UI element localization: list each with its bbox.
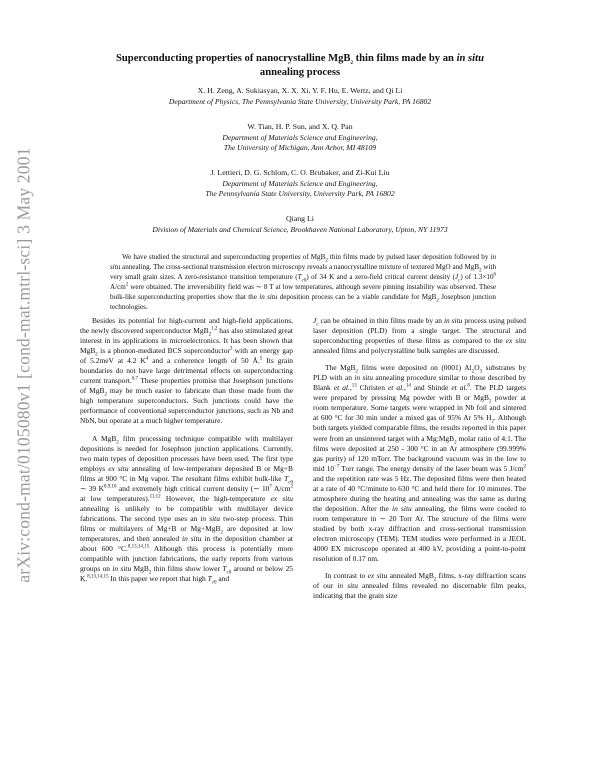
title-line2: annealing process	[259, 67, 341, 78]
paper-title	[60, 52, 540, 80]
body-paragraph: The MgB$_2$ films were deposited on (0001) $Al_2O_3$ substrates by PLD with an in situ annealing procedure similar to those described by Blank et al.,$^{13}$ Christen et al.,$^{14}$ and Shinde et al.$^8$. The PLD targets were prepared by pressing Mg powder with B or MgB$_2$ powder at room temperature. Some targets were wrapped in Nb foil and sintered at 600 °C for 30 min under a mixed gas of 95% Ar 5% $H_2$. Although both targets yielded comparable films, the results reported in this paper were from an unsintered target with a Mg:MgB$_2$ molar ratio of 4:1. The films were deposited at 250 - 300 °C in an Ar atmosphere (99.999% gas purity) of 120 mTorr. The background vacuum was in the low to mid $10^{-7}$ Torr range. The energy density of the laser beam was 5 $J/cm^2$ and the repetition rate was 5 Hz. The deposited films were then heated at a rate of 40 °C/minute to 630 °C and held there for 10 minutes. The atmosphere during the heating and annealing was the same as during the deposition. After the in situ annealing, the films were cooled to room temperature in ∼ 20 Torr Ar. The structure of the films were studied by both x-ray diffraction and cross-sectional transmission electron microscopy (TEM). TEM studies were performed in a JEOL 4000 EX microscope operated at 400 kV, providing a point-to-point resolution of 0.17 nm.	[313, 363, 527, 564]
body-column-right	[313, 316, 526, 608]
institution: Department of Materials Science and Engineering,	[222, 178, 378, 188]
affiliation-block-4	[60, 214, 540, 235]
arxiv-stamp	[4, 130, 44, 600]
body-paragraph: In contrast to ex situ annealed MgB$_2$ films, x-ray diffraction scans of our in situ annealed films revealed no discernable film peaks, indicating that the grain size	[313, 571, 526, 601]
institution: The Pennsylvania State University, University Park, PA 16802	[205, 189, 395, 198]
author-names: X. H. Zeng, A. Sukiasyan, X. X. Xi, Y. F. Hu, E. Wertz, and Qi Li	[197, 86, 403, 95]
affiliation-block-2	[60, 122, 540, 154]
abstract-paragraph: We have studied the structural and superconducting properties of MgB$_2$ thin films made by pulsed laser deposition followed by in situ annealing. The cross-sectional transmission electron microscopy reveals a nanocrystalline mixture of textured MgO and MgB$_2$ with very small grain sizes. A zero-resistance transition temperature $(T_{c0})$ of 34 K and a zero-field critical current density $(J_c)$ of $1.3\times 10^6$ $A/cm^2$ were obtained. The irreversibility field was ∼ 8 T at low temperatures, although severe pinning instability was observed. These bulk-like superconducting properties show that the in situ deposition process can be a viable candidate for MgB$_2$ Josephson junction technologies.	[110, 253, 497, 312]
author-names: J. Lettieri, D. G. Schlom, C. O. Brubaker, and Zi-Kui Liu	[210, 168, 390, 177]
arxiv-identifier: arXiv:cond-mat/0105080v1 [cond-mat.mtrl-sci] 3 May 2001	[13, 147, 34, 583]
institution: The University of Michigan, Ann Arbor, MI 48109	[223, 143, 377, 152]
abstract	[110, 252, 496, 313]
body-paragraph: Besides its potential for high-current and high-field applications, the newly discovered superconductor MgB$_2^{1,2}$ has also stimulated great interest in its applications in microelectronics. It has been shown that MgB$_2$ is a phonon-mediated BCS superconductor$^3$ with an energy gap of 5.2meV at 4.2 $K^4$ and a coherence length of 50 Å.$^5$ Its grain boundaries do not have large detrimental effects on superconducting current transport.$^{6,7}$ These properties promise that Josephson junctions of MgB$_2$ may be much easier to fabricate than those made from the high temperature superconductors. Such junctions could have the performance of conventional superconductor junctions, such as Nb and NbN, but operate at a much higher temperature.	[80, 316, 293, 426]
body-column-left	[80, 316, 293, 591]
author-names: Qiang Li	[286, 214, 314, 223]
institution: Division of Materials and Chemical Science, Brookhaven National Laboratory, Upton, NY 11973	[152, 224, 448, 234]
body-paragraph: A MgB$_2$ film processing technique compatible with multilayer depositions is needed for Josephson junction applications. Currently, two main types of deposition processes have been used. The first type employs ex situ annealing of low-temperature deposited B or Mg+B films at 900 °C in Mg vapor. The resultant films exhibit bulk-like $T_{c0}$ ∼ 39 K$^{8,9,10}$ and extremely high critical current density (∼ $10^7$ $A/cm^2$ at low temperatures).$^{11,12}$ However, the high-temperature ex situ annealing is unlikely to be compatible with multilayer device fabrications. The second type uses an in situ two-step process. Thin films or multilayers of Mg+B or Mg+MgB$_2$ are deposited at low temperatures, and then annealed in situ in the deposition chamber at about 600 °C.$^{8,13,14,15}$ Although this process is potentially more compatible with junction fabrications, the early reports from various groups on in situ MgB$_2$ thin films show lower $T_{c0}$ around or below 25 K.$^{8,13,14,15}$ In this paper we report that high $T_{c0}$ and	[80, 433, 294, 586]
author-names: W. Tian, H. P. Sun, and X. Q. Pan	[247, 122, 353, 131]
institution: Department of Materials Science and Engineering,	[222, 132, 378, 142]
affiliation-block-1	[60, 86, 540, 107]
title-line1: Superconducting properties of nanocrystalline MgB$_2$ thin films made by an in situ	[116, 53, 484, 67]
body-paragraph: $J_c$ can be obtained in thin films made by an in situ process using pulsed laser deposition (PLD) from a single target. The structural and superconducting properties of these films as compared to the ex situ annealed films and polycrystalline bulk samples are discussed.	[313, 316, 526, 356]
affiliation-block-3	[60, 168, 540, 200]
institution: Department of Physics, The Pennsylvania State University, University Park, PA 16802	[168, 96, 432, 106]
